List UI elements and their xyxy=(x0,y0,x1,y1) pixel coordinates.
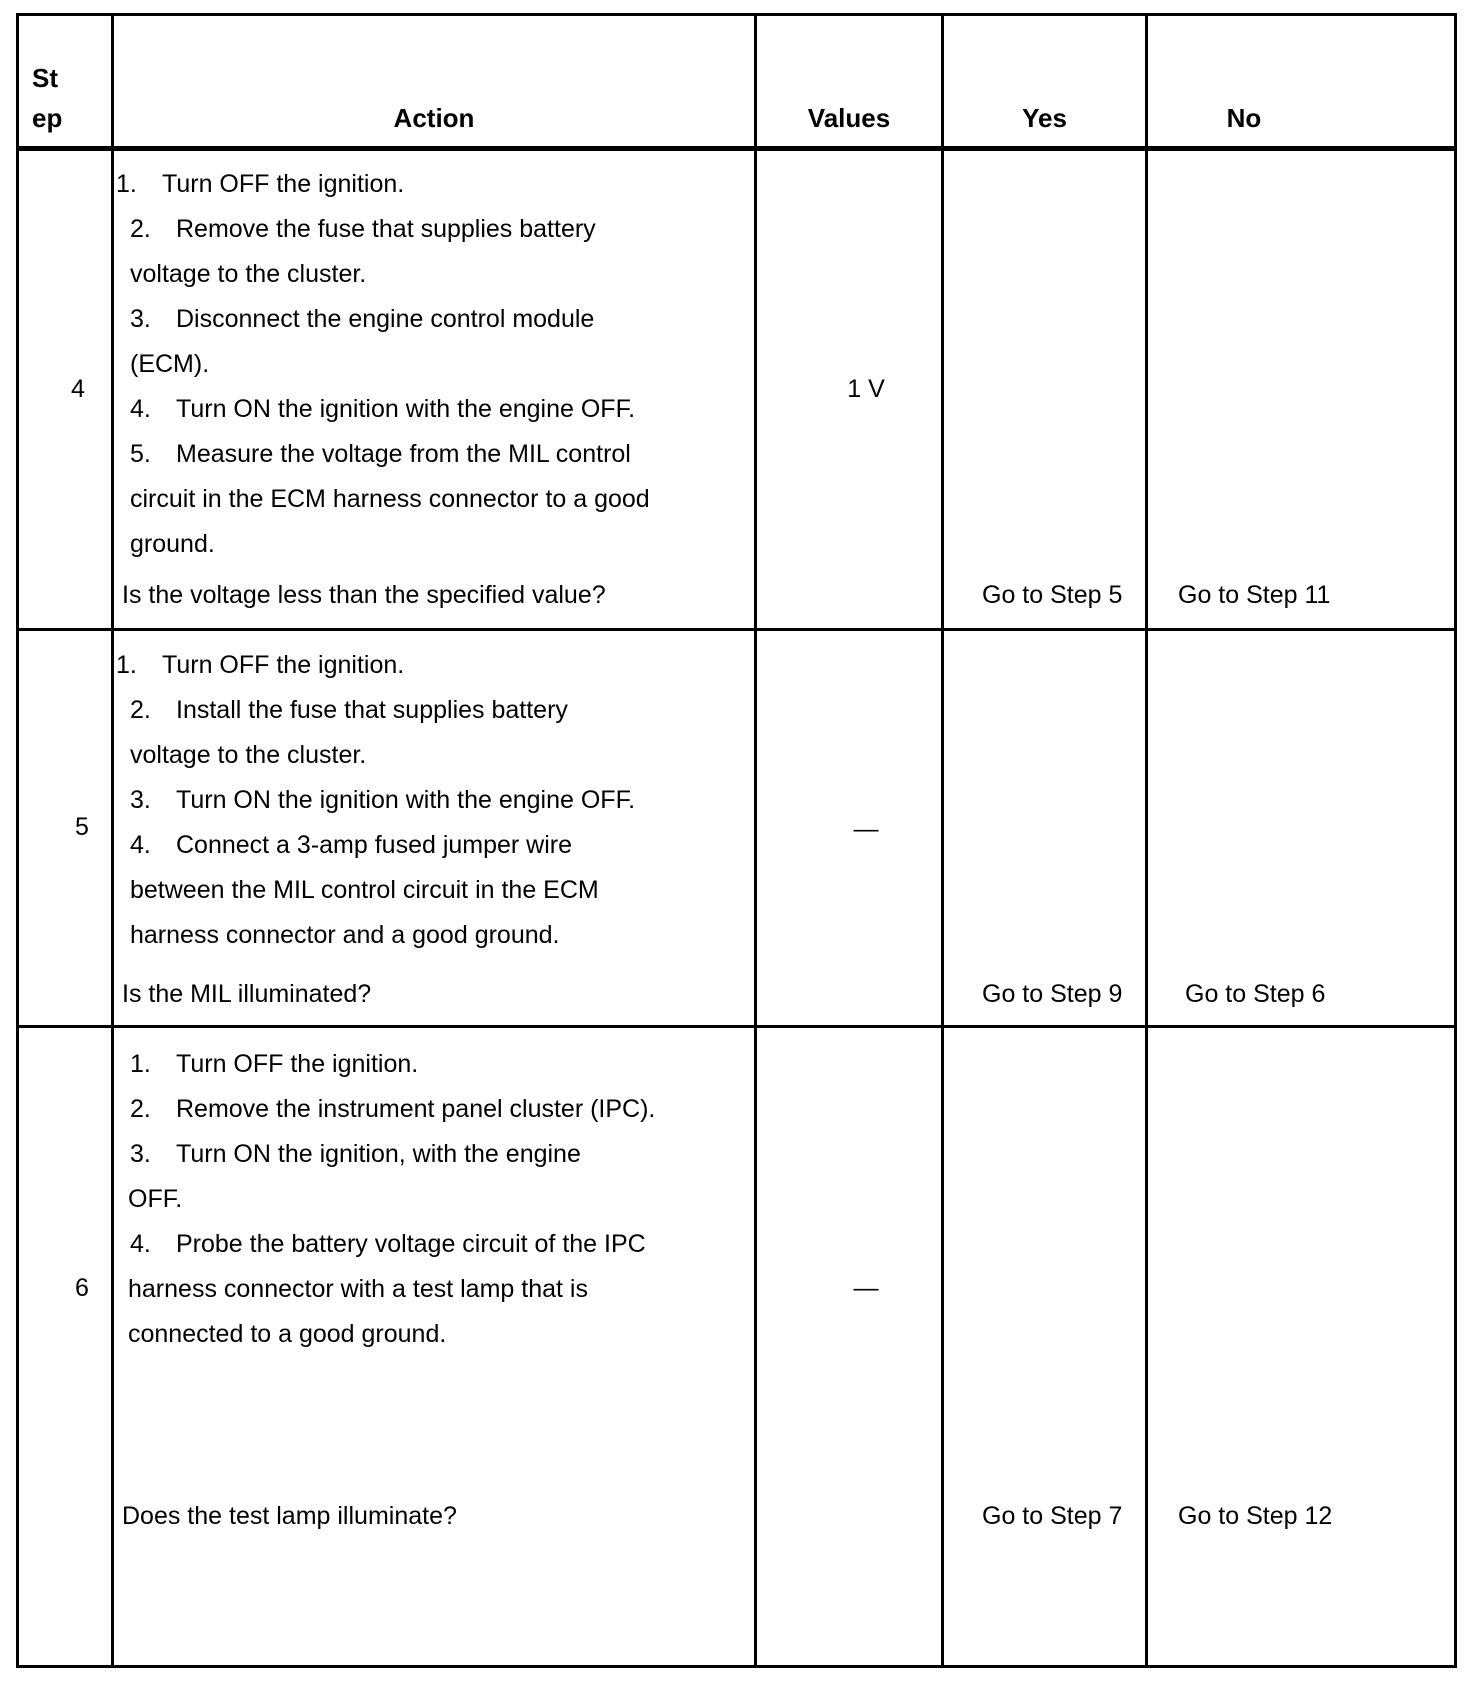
value: — xyxy=(853,1274,879,1302)
list-item: ground. xyxy=(130,530,215,558)
row-divider xyxy=(16,1025,1457,1028)
list-item: 3. Disconnect the engine control module xyxy=(130,305,595,333)
action-list xyxy=(116,162,650,567)
value: — xyxy=(853,815,879,843)
list-item: 4. Probe the battery voltage circuit of the IPC xyxy=(130,1230,646,1258)
list-item: harness connector and a good ground. xyxy=(130,921,560,949)
list-item: harness connector with a test lamp that is xyxy=(128,1275,588,1303)
list-item: 4. Turn ON the ignition with the engine OFF. xyxy=(130,395,636,423)
column-divider xyxy=(754,13,757,1668)
action-list xyxy=(116,643,635,958)
column-divider xyxy=(1145,13,1148,1668)
yes-result: Go to Step 7 xyxy=(982,1502,1123,1530)
list-item: 3. Turn ON the ignition, with the engine xyxy=(130,1140,581,1168)
no-result: Go to Step 12 xyxy=(1178,1502,1333,1530)
step-number: 5 xyxy=(75,813,89,841)
question: Is the MIL illuminated? xyxy=(122,980,372,1008)
list-item: 1. Turn OFF the ignition. xyxy=(116,170,405,198)
list-item: 2. Remove the instrument panel cluster (IPC). xyxy=(130,1095,656,1123)
list-item: 1. Turn OFF the ignition. xyxy=(116,651,405,679)
list-item: 2. Remove the fuse that supplies battery xyxy=(130,215,596,243)
yes-result: Go to Step 9 xyxy=(982,980,1123,1008)
header-divider xyxy=(16,146,1457,151)
list-item: voltage to the cluster. xyxy=(130,741,367,769)
no-result: Go to Step 6 xyxy=(1185,980,1326,1008)
list-item: between the MIL control circuit in the ECM xyxy=(130,876,599,904)
list-item: 5. Measure the voltage from the MIL control xyxy=(130,440,631,468)
header-step: St ep xyxy=(32,63,63,133)
header-values: Values xyxy=(807,103,891,133)
step-number: 6 xyxy=(75,1274,89,1302)
list-item: 4. Connect a 3-amp fused jumper wire xyxy=(130,831,573,859)
list-item: OFF. xyxy=(128,1185,183,1213)
row-divider xyxy=(16,628,1457,631)
header-yes: Yes xyxy=(1022,103,1067,133)
list-item: 3. Turn ON the ignition with the engine OFF. xyxy=(130,786,636,814)
list-item: voltage to the cluster. xyxy=(130,260,367,288)
list-item: (ECM). xyxy=(130,350,210,378)
list-item: circuit in the ECM harness connector to a good xyxy=(130,485,650,513)
value: 1 V xyxy=(847,375,885,403)
action-list xyxy=(130,1042,655,1357)
no-result: Go to Step 11 xyxy=(1178,581,1331,609)
yes-result: Go to Step 5 xyxy=(982,581,1123,609)
step-number: 4 xyxy=(71,375,85,403)
list-item: 2. Install the fuse that supplies battery xyxy=(130,696,568,724)
header-no: No xyxy=(1226,103,1262,133)
header-action: Action xyxy=(393,103,475,133)
list-item: 1. Turn OFF the ignition. xyxy=(130,1050,419,1078)
question: Is the voltage less than the specified value? xyxy=(122,581,606,609)
question: Does the test lamp illuminate? xyxy=(122,1502,457,1530)
list-item: connected to a good ground. xyxy=(128,1320,447,1348)
